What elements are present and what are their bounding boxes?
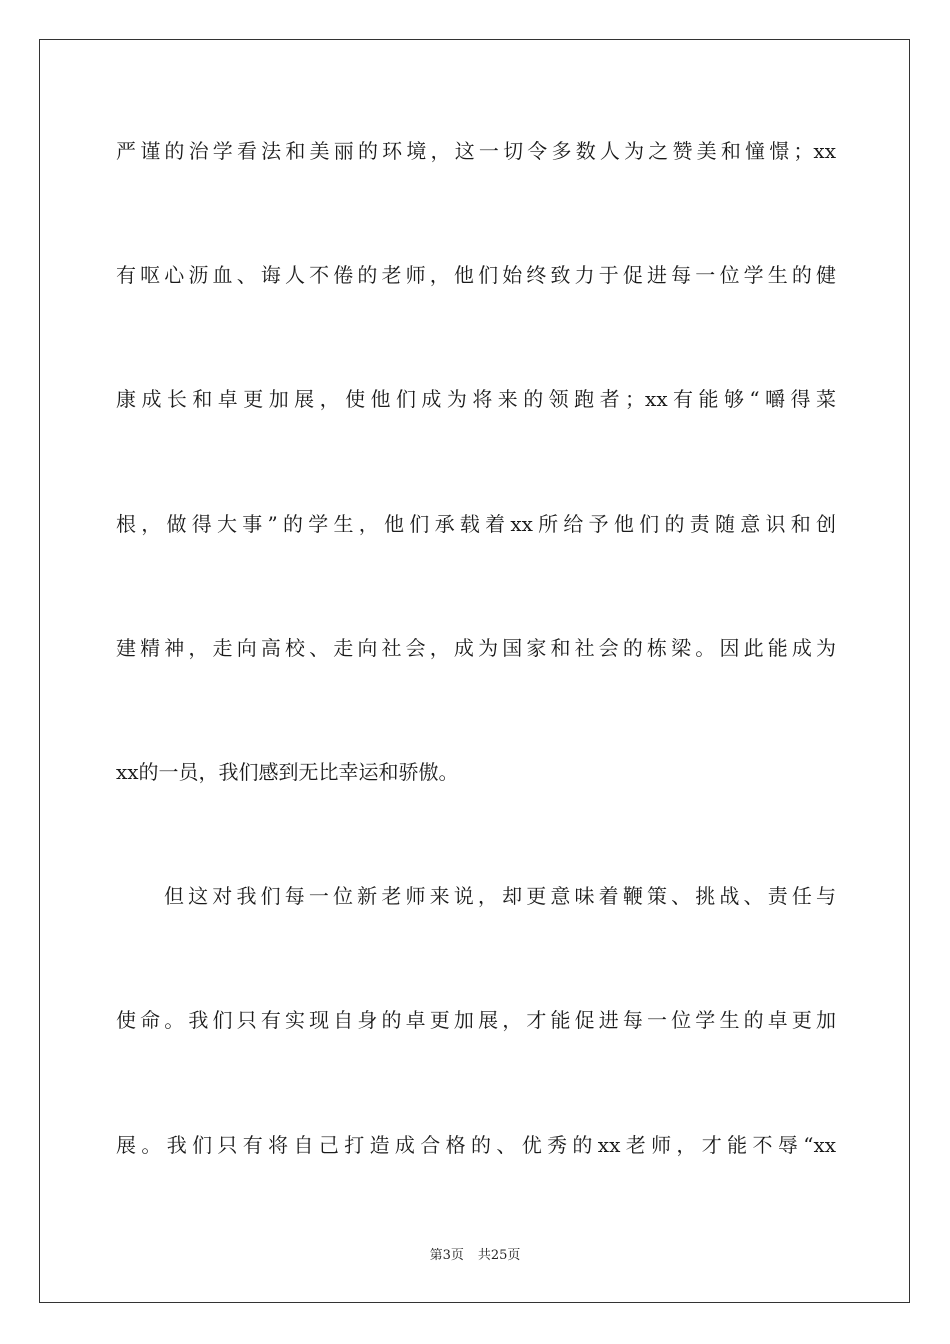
body-line-8: 使命。我们只有实现自身的卓更加展，才能促进每一位学生的卓更加 [116,1008,836,1032]
page-total: 共25页 [477,1248,521,1263]
body-line-1: 严谨的治学看法和美丽的环境，这一切令多数人为之赞美和憧憬；xx [116,139,836,163]
body-line-5: 建精神，走向高校、走向社会，成为国家和社会的栋梁。因此能成为 [116,636,836,660]
page-border [39,39,910,1303]
body-line-9: 展。我们只有将自己打造成合格的、优秀的xx老师，才能不辱“xx [116,1133,836,1157]
page-footer [0,1248,950,1264]
body-line-7: 但这对我们每一位新老师来说，却更意味着鞭策、挑战、责任与 [164,884,836,908]
body-line-4: 根，做得大事”的学生，他们承载着xx所给予他们的责随意识和创 [116,512,836,536]
body-line-6: xx的一员，我们感到无比幸运和骄傲。 [116,760,459,784]
body-line-2: 有呕心沥血、诲人不倦的老师，他们始终致力于促进每一位学生的健 [116,263,836,287]
page-number: 第3页 [429,1248,464,1263]
body-line-3: 康成长和卓更加展，使他们成为将来的领跑者；xx有能够“嚼得菜 [116,387,836,411]
